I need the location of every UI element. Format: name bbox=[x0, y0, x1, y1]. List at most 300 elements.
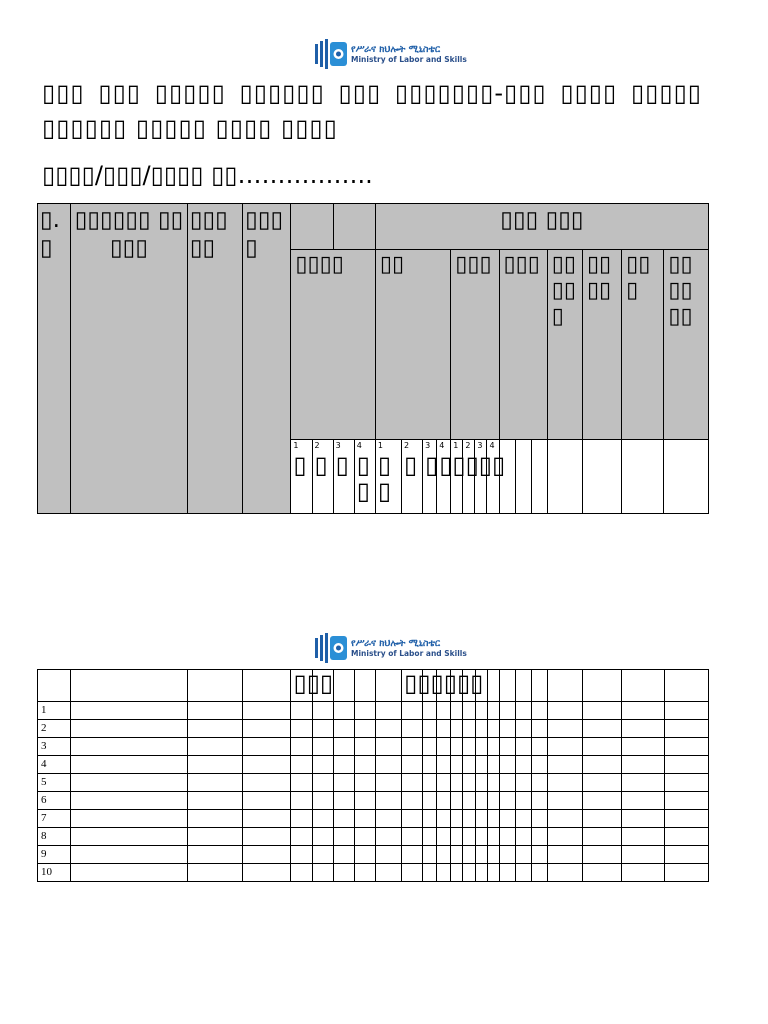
table-cell bbox=[375, 792, 401, 810]
row-number: 2 bbox=[38, 720, 71, 738]
table-cell bbox=[463, 810, 475, 828]
table-cell bbox=[291, 846, 312, 864]
table-cell bbox=[487, 774, 499, 792]
head-cell bbox=[622, 670, 664, 702]
glyph-cell-1 bbox=[291, 440, 312, 514]
table-cell bbox=[437, 774, 451, 792]
row-number: 6 bbox=[38, 792, 71, 810]
table-cell bbox=[622, 774, 664, 792]
table-cell bbox=[402, 846, 423, 864]
head-cell bbox=[487, 670, 499, 702]
table-cell bbox=[499, 828, 515, 846]
table-cell bbox=[622, 864, 664, 882]
table-cell bbox=[475, 720, 487, 738]
table-cell bbox=[333, 864, 354, 882]
head-cell bbox=[243, 670, 291, 702]
table-cell bbox=[547, 846, 582, 864]
table-cell bbox=[487, 720, 499, 738]
table-cell bbox=[423, 792, 437, 810]
table-cell bbox=[71, 774, 188, 792]
table-cell bbox=[291, 756, 312, 774]
table-cell bbox=[375, 756, 401, 774]
table-cell bbox=[451, 702, 463, 720]
table-cell bbox=[243, 738, 291, 756]
table-cell bbox=[333, 720, 354, 738]
table-cell bbox=[451, 864, 463, 882]
table-cell bbox=[71, 756, 188, 774]
table-cell bbox=[291, 720, 312, 738]
table-cell bbox=[475, 738, 487, 756]
number-4a: 4 bbox=[356, 441, 362, 450]
table-cell bbox=[547, 792, 582, 810]
blank-cell bbox=[582, 440, 621, 514]
table-cell bbox=[243, 774, 291, 792]
glyph-cell-8 bbox=[437, 440, 506, 514]
table-cell bbox=[499, 720, 515, 738]
table-cell bbox=[475, 864, 487, 882]
ministry-logo-icon bbox=[314, 38, 348, 70]
logo-amharic-text: የሥራና ክህሎት ሚኒስቴር bbox=[351, 43, 441, 55]
table-cell bbox=[463, 702, 475, 720]
subheader-7: ▯▯▯ bbox=[622, 250, 664, 440]
table-cell bbox=[487, 738, 499, 756]
table-cell bbox=[487, 756, 499, 774]
table-cell bbox=[291, 864, 312, 882]
table-cell bbox=[291, 738, 312, 756]
head-cell bbox=[38, 670, 71, 702]
row-number: 1 bbox=[38, 702, 71, 720]
head-cell bbox=[354, 670, 375, 702]
table-cell bbox=[547, 774, 582, 792]
table-cell bbox=[515, 846, 531, 864]
table-cell bbox=[291, 828, 312, 846]
table-cell bbox=[291, 774, 312, 792]
table-cell bbox=[664, 864, 708, 882]
table-cell bbox=[583, 810, 622, 828]
table-cell bbox=[515, 702, 531, 720]
table-cell bbox=[437, 720, 451, 738]
glyph-4: ▯▯ bbox=[356, 451, 370, 505]
head-glyphs-right bbox=[402, 669, 484, 702]
table-cell bbox=[354, 846, 375, 864]
table-cell bbox=[354, 792, 375, 810]
table-cell bbox=[402, 702, 423, 720]
table-cell bbox=[423, 828, 437, 846]
head-glyphs-right-text: ▯▯▯▯▯▯ bbox=[404, 669, 484, 697]
table-cell bbox=[71, 810, 188, 828]
table-row bbox=[38, 774, 709, 792]
table-cell bbox=[291, 810, 312, 828]
table-cell bbox=[664, 792, 708, 810]
blank-cell bbox=[622, 440, 664, 514]
logo-amharic-text: የሥራና ክህሎት ሚኒስቴር bbox=[351, 637, 441, 649]
table-row bbox=[38, 756, 709, 774]
table-cell bbox=[583, 756, 622, 774]
table-cell bbox=[354, 828, 375, 846]
table-cell bbox=[463, 756, 475, 774]
table-cell bbox=[451, 756, 463, 774]
number-2a: 2 bbox=[314, 441, 320, 450]
number-2b: 2 bbox=[404, 441, 410, 450]
table-cell bbox=[375, 738, 401, 756]
ministry-logo-icon bbox=[314, 632, 348, 664]
table-cell bbox=[312, 720, 333, 738]
table-cell bbox=[463, 720, 475, 738]
header-empty-cell-2 bbox=[333, 204, 375, 250]
table-cell bbox=[487, 702, 499, 720]
table-cell bbox=[437, 864, 451, 882]
table-cell bbox=[622, 846, 664, 864]
table-cell bbox=[333, 738, 354, 756]
table-cell bbox=[515, 774, 531, 792]
table-cell bbox=[187, 828, 242, 846]
table-cell bbox=[312, 828, 333, 846]
table-cell bbox=[583, 702, 622, 720]
table-cell bbox=[487, 792, 499, 810]
row-number: 9 bbox=[38, 846, 71, 864]
header-serial-number: ▯.▯ bbox=[38, 204, 71, 514]
table-cell bbox=[423, 774, 437, 792]
header-group: ▯▯▯ ▯▯▯ bbox=[375, 204, 708, 250]
header-column-a: ▯▯▯▯▯ bbox=[187, 204, 242, 514]
table-cell bbox=[423, 864, 437, 882]
table-cell bbox=[375, 828, 401, 846]
number-4b: 4 bbox=[439, 441, 445, 450]
table-cell bbox=[187, 774, 242, 792]
table-cell bbox=[312, 738, 333, 756]
table-cell bbox=[547, 738, 582, 756]
table-cell bbox=[664, 774, 708, 792]
table-cell bbox=[354, 810, 375, 828]
row-number: 4 bbox=[38, 756, 71, 774]
table-cell bbox=[451, 792, 463, 810]
table-cell bbox=[531, 756, 547, 774]
table-cell bbox=[354, 720, 375, 738]
table-cell bbox=[463, 774, 475, 792]
table-cell bbox=[243, 864, 291, 882]
subheader-4: ▯▯▯ bbox=[499, 250, 547, 440]
table-cell bbox=[583, 720, 622, 738]
table-cell bbox=[463, 864, 475, 882]
table-cell bbox=[475, 756, 487, 774]
table-row bbox=[38, 864, 709, 882]
table-cell bbox=[437, 738, 451, 756]
table-cell bbox=[499, 864, 515, 882]
table-cell bbox=[515, 756, 531, 774]
table-cell bbox=[451, 828, 463, 846]
table-cell bbox=[243, 846, 291, 864]
table-cell bbox=[375, 702, 401, 720]
number-1b: 1 bbox=[377, 441, 383, 450]
table-cell bbox=[312, 864, 333, 882]
head-glyphs-left-text: ▯▯▯ bbox=[293, 669, 334, 697]
number-1c: 1 bbox=[453, 441, 459, 450]
table-cell bbox=[463, 846, 475, 864]
subheader-2: ▯▯ bbox=[375, 250, 450, 440]
table-cell bbox=[531, 828, 547, 846]
head-cell bbox=[71, 670, 188, 702]
table-cell bbox=[499, 738, 515, 756]
head-cell bbox=[375, 670, 401, 702]
ministry-logo-repeat bbox=[314, 632, 467, 664]
table-cell bbox=[547, 810, 582, 828]
table-row bbox=[38, 720, 709, 738]
table-cell bbox=[622, 720, 664, 738]
table-cell bbox=[71, 792, 188, 810]
table-cell bbox=[475, 792, 487, 810]
table-cell bbox=[354, 738, 375, 756]
head-cell bbox=[333, 670, 354, 702]
table-cell bbox=[475, 774, 487, 792]
table-cell bbox=[423, 702, 437, 720]
document-title: ▯▯▯ ▯▯▯ ▯▯▯▯▯ ▯▯▯▯▯▯ ▯▯▯ ▯▯▯▯▯▯▯-▯▯▯ ▯▯▯▯ ▯▯▯▯▯ ▯▯▯▯▯▯ ▯▯▯▯▯ ▯▯▯▯ ▯▯▯▯ bbox=[42, 79, 702, 142]
table-cell bbox=[333, 828, 354, 846]
table-cell bbox=[515, 810, 531, 828]
table-cell bbox=[243, 702, 291, 720]
subheader-5: ▯▯▯▯▯ bbox=[547, 250, 582, 440]
table-cell bbox=[333, 774, 354, 792]
table-cell bbox=[312, 756, 333, 774]
glyph-3: ▯ bbox=[335, 451, 349, 479]
table-cell bbox=[312, 792, 333, 810]
blank-cell bbox=[531, 440, 547, 514]
blank-cell bbox=[547, 440, 582, 514]
table-cell bbox=[475, 846, 487, 864]
table-cell bbox=[71, 846, 188, 864]
table-cell bbox=[583, 774, 622, 792]
table-cell bbox=[487, 846, 499, 864]
table-cell bbox=[531, 846, 547, 864]
table-cell bbox=[243, 720, 291, 738]
table-cell bbox=[487, 864, 499, 882]
table-cell bbox=[487, 810, 499, 828]
table-cell bbox=[402, 720, 423, 738]
table-cell bbox=[375, 846, 401, 864]
table-cell bbox=[531, 720, 547, 738]
table-cell bbox=[243, 792, 291, 810]
table-cell bbox=[531, 738, 547, 756]
number-1a: 1 bbox=[293, 441, 299, 450]
table-cell bbox=[402, 756, 423, 774]
header-column-b: ▯▯▯▯ bbox=[243, 204, 291, 514]
table-cell bbox=[451, 738, 463, 756]
head-cell bbox=[187, 670, 242, 702]
table-cell bbox=[531, 702, 547, 720]
table-cell bbox=[291, 792, 312, 810]
table-cell bbox=[71, 864, 188, 882]
table-cell bbox=[531, 810, 547, 828]
table-cell bbox=[354, 756, 375, 774]
glyph-6: ▯ bbox=[404, 451, 418, 479]
table-cell bbox=[583, 738, 622, 756]
glyph-7: ▯ bbox=[425, 451, 439, 479]
table-cell bbox=[583, 846, 622, 864]
table-cell bbox=[312, 846, 333, 864]
glyph-1: ▯ bbox=[293, 451, 307, 479]
table-cell bbox=[547, 702, 582, 720]
table-cell bbox=[333, 846, 354, 864]
table-cell bbox=[187, 738, 242, 756]
table-cell bbox=[622, 756, 664, 774]
table-cell bbox=[622, 702, 664, 720]
table-cell bbox=[375, 810, 401, 828]
table-cell bbox=[451, 774, 463, 792]
table-row bbox=[38, 792, 709, 810]
table-cell bbox=[375, 720, 401, 738]
table-cell bbox=[423, 846, 437, 864]
subheader-1: ▯▯▯▯ bbox=[291, 250, 375, 440]
glyph-cell-7 bbox=[423, 440, 437, 514]
table-cell bbox=[312, 810, 333, 828]
glyph-cell-5 bbox=[375, 440, 401, 514]
table-cell bbox=[437, 756, 451, 774]
table-row bbox=[38, 702, 709, 720]
table-cell bbox=[423, 756, 437, 774]
table-row bbox=[38, 846, 709, 864]
number-4c: 4 bbox=[489, 441, 495, 450]
date-line: ▯▯▯▯/▯▯▯/▯▯▯▯ ▯▯…………….. bbox=[42, 161, 373, 189]
table-cell bbox=[499, 792, 515, 810]
table-cell bbox=[71, 702, 188, 720]
table-cell bbox=[499, 846, 515, 864]
table-cell bbox=[187, 792, 242, 810]
glyph-5: ▯▯ bbox=[377, 451, 392, 505]
number-3a: 3 bbox=[335, 441, 341, 450]
table-cell bbox=[333, 702, 354, 720]
subheader-3: ▯▯▯ bbox=[451, 250, 499, 440]
table-row bbox=[38, 738, 709, 756]
table-cell bbox=[475, 828, 487, 846]
row-number: 3 bbox=[38, 738, 71, 756]
table-cell bbox=[187, 756, 242, 774]
table-cell bbox=[243, 810, 291, 828]
table-cell bbox=[515, 720, 531, 738]
number-3c: 3 bbox=[477, 441, 483, 450]
head-cell bbox=[583, 670, 622, 702]
table-cell bbox=[664, 720, 708, 738]
table-cell bbox=[451, 810, 463, 828]
row-number: 7 bbox=[38, 810, 71, 828]
table-cell bbox=[531, 864, 547, 882]
header-table bbox=[37, 203, 709, 514]
table-cell bbox=[333, 792, 354, 810]
table-cell bbox=[437, 702, 451, 720]
table-cell bbox=[437, 846, 451, 864]
table-cell bbox=[515, 828, 531, 846]
table-cell bbox=[402, 828, 423, 846]
subheader-6: ▯▯▯▯ bbox=[582, 250, 621, 440]
logo-english-text: Ministry of Labor and Skills bbox=[351, 649, 467, 658]
record-table bbox=[37, 669, 709, 882]
table-cell bbox=[333, 810, 354, 828]
row-number: 5 bbox=[38, 774, 71, 792]
table-cell bbox=[187, 810, 242, 828]
table-cell bbox=[664, 810, 708, 828]
table-row bbox=[38, 810, 709, 828]
table-cell bbox=[547, 756, 582, 774]
table-cell bbox=[475, 810, 487, 828]
table-cell bbox=[664, 702, 708, 720]
glyph-8: ▯▯▯▯▯ bbox=[439, 451, 506, 479]
glyph-cell-2 bbox=[312, 440, 333, 514]
table-cell bbox=[423, 720, 437, 738]
glyph-cell-4 bbox=[354, 440, 375, 514]
table-cell bbox=[451, 720, 463, 738]
table-cell bbox=[187, 846, 242, 864]
table-cell bbox=[515, 792, 531, 810]
table-cell bbox=[475, 702, 487, 720]
table-cell bbox=[312, 702, 333, 720]
table-cell bbox=[402, 774, 423, 792]
table-cell bbox=[243, 756, 291, 774]
table-cell bbox=[531, 792, 547, 810]
head-cell bbox=[531, 670, 547, 702]
table-cell bbox=[187, 702, 242, 720]
table-cell bbox=[187, 720, 242, 738]
table-cell bbox=[71, 828, 188, 846]
table-cell bbox=[354, 774, 375, 792]
glyph-2: ▯ bbox=[314, 451, 328, 479]
table-cell bbox=[499, 756, 515, 774]
table-cell bbox=[463, 792, 475, 810]
ministry-logo bbox=[314, 38, 467, 70]
table-cell bbox=[463, 738, 475, 756]
table-cell bbox=[622, 828, 664, 846]
head-cell bbox=[499, 670, 515, 702]
table-cell bbox=[71, 738, 188, 756]
subheader-8: ▯▯▯▯▯▯ bbox=[664, 250, 709, 440]
table-cell bbox=[547, 828, 582, 846]
table-cell bbox=[354, 864, 375, 882]
table-cell bbox=[664, 738, 708, 756]
table-cell bbox=[71, 720, 188, 738]
table-cell bbox=[622, 738, 664, 756]
table-cell bbox=[243, 828, 291, 846]
head-glyphs-left bbox=[291, 669, 334, 702]
blank-cell bbox=[664, 440, 709, 514]
table-cell bbox=[664, 846, 708, 864]
table-cell bbox=[499, 702, 515, 720]
table-cell bbox=[437, 810, 451, 828]
table-cell bbox=[547, 864, 582, 882]
table-cell bbox=[622, 810, 664, 828]
table-cell bbox=[487, 828, 499, 846]
table-cell bbox=[402, 738, 423, 756]
table-cell bbox=[423, 810, 437, 828]
table-cell bbox=[583, 792, 622, 810]
table-cell bbox=[402, 810, 423, 828]
blank-cell bbox=[515, 440, 531, 514]
table-cell bbox=[547, 720, 582, 738]
table-cell bbox=[375, 864, 401, 882]
table-cell bbox=[515, 738, 531, 756]
head-cell bbox=[547, 670, 582, 702]
table-cell bbox=[423, 738, 437, 756]
head-cell bbox=[515, 670, 531, 702]
table-cell bbox=[664, 756, 708, 774]
table-cell bbox=[312, 774, 333, 792]
table-cell bbox=[463, 828, 475, 846]
table-cell bbox=[354, 702, 375, 720]
table-cell bbox=[622, 792, 664, 810]
table-cell bbox=[187, 864, 242, 882]
number-3b: 3 bbox=[425, 441, 431, 450]
table-cell bbox=[531, 774, 547, 792]
table-cell bbox=[402, 864, 423, 882]
table-cell bbox=[402, 792, 423, 810]
glyph-cell-6 bbox=[402, 440, 423, 514]
table-cell bbox=[583, 828, 622, 846]
